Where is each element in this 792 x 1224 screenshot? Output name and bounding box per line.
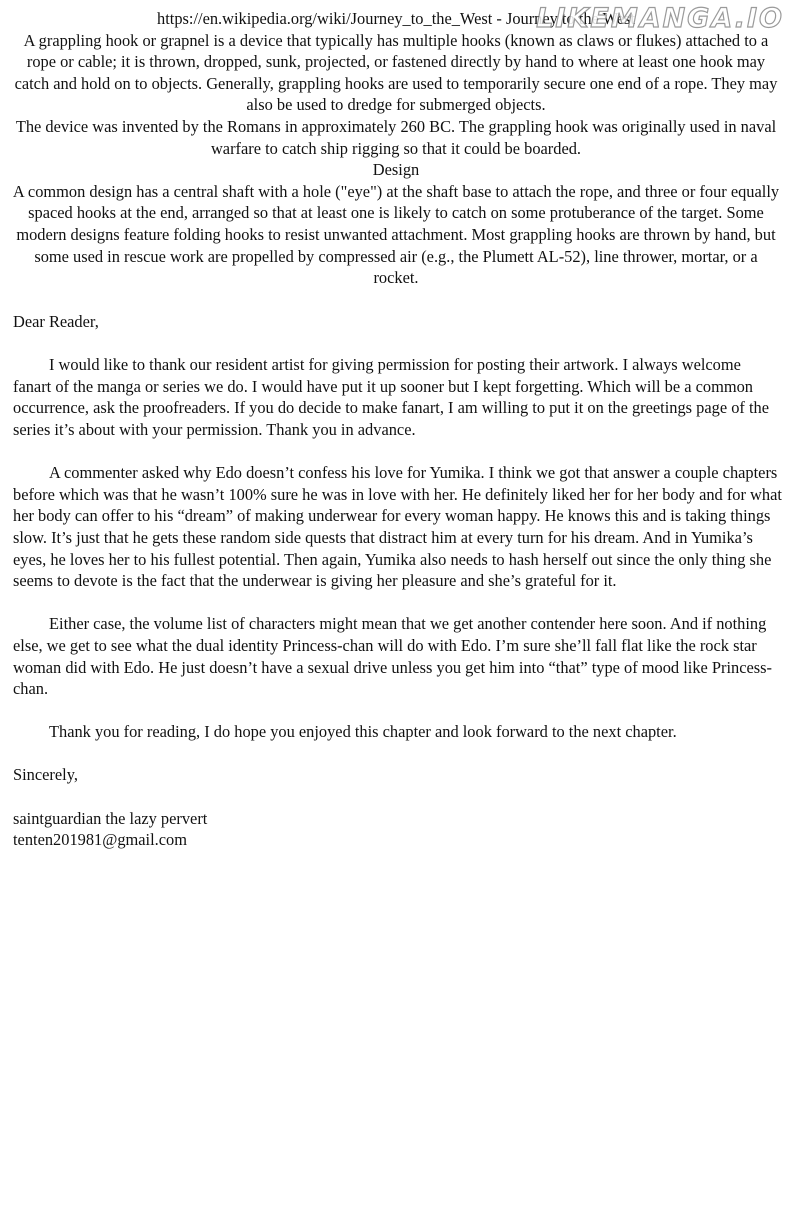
reference-notes xyxy=(10,8,782,289)
design-heading: Design xyxy=(372,160,420,180)
letter-paragraph: A commenter asked why Edo doesn’t confess his love for Yumika. I think we got that answer a couple chapters before which was that he wasn’t 100% sure he was in love with her. He definitely liked her for her body and for what her body can offer to his “dream” of making underwear for every woman happy. He knows this and is taking things slow. It’s just that he gets these random side quests that distract him at every turn for his dream. And in Yumika’s eyes, he loves her to his fullest potential. Then again, Yumika also needs to hash herself out since the only thing she seems to devote is the fact that the underwear is giving her pleasure and she’s grateful for it. xyxy=(13,463,782,591)
letter-body xyxy=(13,311,783,851)
salutation: Dear Reader, xyxy=(13,312,99,331)
closing: Sincerely, xyxy=(13,765,78,785)
signature-name: saintguardian the lazy pervert xyxy=(13,808,208,828)
definition-text: A grappling hook or grapnel is a device that typically has multiple hooks (known as claws or flukes) attached to a rope or cable; it is thrown, dropped, sunk, projected, or fastened directly by hand to where at least one hook may catch and hold on to objects. Generally, grappling hooks are used to temporarily secure one end of a rope. They may also be used to dredge for submerged objects. xyxy=(14,30,778,115)
signature-email: tenten201981@gmail.com xyxy=(13,830,187,850)
site-watermark: LIKEMANGA.IO xyxy=(536,3,784,34)
history-text: The device was invented by the Romans in approximately 260 BC. The grappling hook was originally used in naval warfare to catch ship rigging so that it could be boarded. xyxy=(15,116,777,158)
letter-paragraph: Thank you for reading, I do hope you enjoyed this chapter and look forward to the next chapter. xyxy=(49,722,677,742)
design-text: A common design has a central shaft with a hole ("eye") at the shaft base to attach the rope, and three or four equally spaced hooks at the end, arranged so that at least one is likely to catch on some protuberance of the target. Some modern designs feature folding hooks to resist unwanted attachment. Most grappling hooks are thrown by hand, but some used in rescue work are propelled by compressed air (e.g., the Plumett AL-52), line thrower, mortar, or a rocket. xyxy=(12,181,780,288)
source-url: https://en.wikipedia.org/wiki/Journey_to_the_West - Journey to the West xyxy=(157,9,635,28)
letter-paragraph: Either case, the volume list of characters might mean that we get another contender here soon. And if nothing else, we get to see what the dual identity Princess-chan will do with Edo. I’m sure she’ll fall flat like the rock star woman did with Edo. He just doesn’t have a sexual drive unless you get him into “that” type of mood like Princess-chan. xyxy=(13,614,772,699)
letter-paragraph: I would like to thank our resident artist for giving permission for posting their artwork. I always welcome fanart of the manga or series we do. I would have put it up sooner but I kept forgetting. Which will be a common occurrence, ask the proofreaders. If you do decide to make fanart, I am willing to put it on the greetings page of the series it’s about with your permission. Thank you in advance. xyxy=(13,355,769,439)
